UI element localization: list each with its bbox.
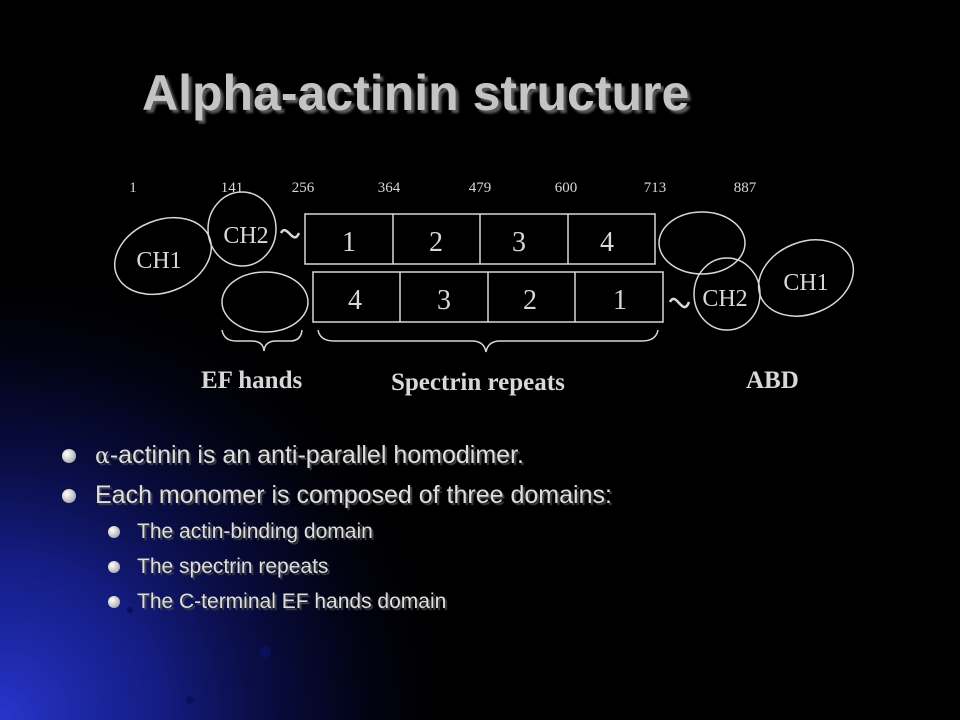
repeat-label: 2 <box>429 227 443 258</box>
repeat-label: 1 <box>342 227 356 258</box>
ef-hands-label: EF hands <box>201 367 303 394</box>
ef-hands-brace <box>222 330 302 351</box>
sub-bullet-item <box>92 549 612 584</box>
bullet-text: Each monomer is composed of three domains: <box>95 481 612 509</box>
repeat-label: 1 <box>613 285 627 316</box>
bottom-ef-hands-domain <box>222 272 308 332</box>
sub-bullet-text: The spectrin repeats <box>137 555 329 578</box>
spectrin-repeats-brace <box>318 330 658 352</box>
bottom-spectrin-repeats <box>313 272 663 322</box>
bullet-item <box>62 436 612 476</box>
bottom-ch1-domain <box>747 226 865 329</box>
sub-bullet-text: The C-terminal EF hands domain <box>137 590 447 613</box>
bullet-dot-icon <box>108 596 120 608</box>
repeat-label: 3 <box>512 227 526 258</box>
residue-number: 887 <box>733 180 757 196</box>
top-linker <box>281 230 299 237</box>
bullet-dot-icon <box>108 526 120 538</box>
top-ef-hands-domain <box>659 212 745 274</box>
repeat-label: 3 <box>437 285 451 316</box>
bullet-dot-icon <box>108 561 120 573</box>
residue-number: 1 <box>129 180 137 196</box>
alpha-symbol: α <box>95 444 110 469</box>
bullet-dot-icon <box>62 449 76 463</box>
bottom-ch1-label: CH1 <box>783 270 829 296</box>
bullet-text: -actinin is an anti-parallel homodimer. <box>109 441 524 469</box>
slide-title: Alpha-actinin structure <box>142 65 690 121</box>
top-ch1-label: CH1 <box>136 248 182 274</box>
bullet-list <box>62 436 612 619</box>
spectrin-repeats-label: Spectrin repeats <box>391 369 565 396</box>
bullet-dot-icon <box>62 489 76 503</box>
sub-bullet-item <box>92 514 612 549</box>
repeat-label: 2 <box>523 285 537 316</box>
residue-number: 141 <box>220 180 244 196</box>
abd-label: ABD <box>746 367 799 394</box>
sub-bullet-text: The actin-binding domain <box>137 520 373 543</box>
sub-bullet-item <box>92 584 612 619</box>
bottom-linker <box>670 299 689 307</box>
residue-number: 479 <box>468 180 492 196</box>
repeat-label: 4 <box>348 285 362 316</box>
residue-number: 713 <box>643 180 667 196</box>
top-ch2-domain <box>208 192 276 266</box>
top-ch2-label: CH2 <box>223 223 269 249</box>
top-spectrin-repeats <box>305 214 655 264</box>
residue-number: 364 <box>377 180 401 196</box>
residue-number: 600 <box>554 180 578 196</box>
top-ch1-domain <box>103 204 223 308</box>
bottom-ch2-label: CH2 <box>702 286 748 312</box>
residue-number: 256 <box>291 180 315 196</box>
bullet-item <box>62 476 612 514</box>
repeat-label: 4 <box>600 227 614 258</box>
